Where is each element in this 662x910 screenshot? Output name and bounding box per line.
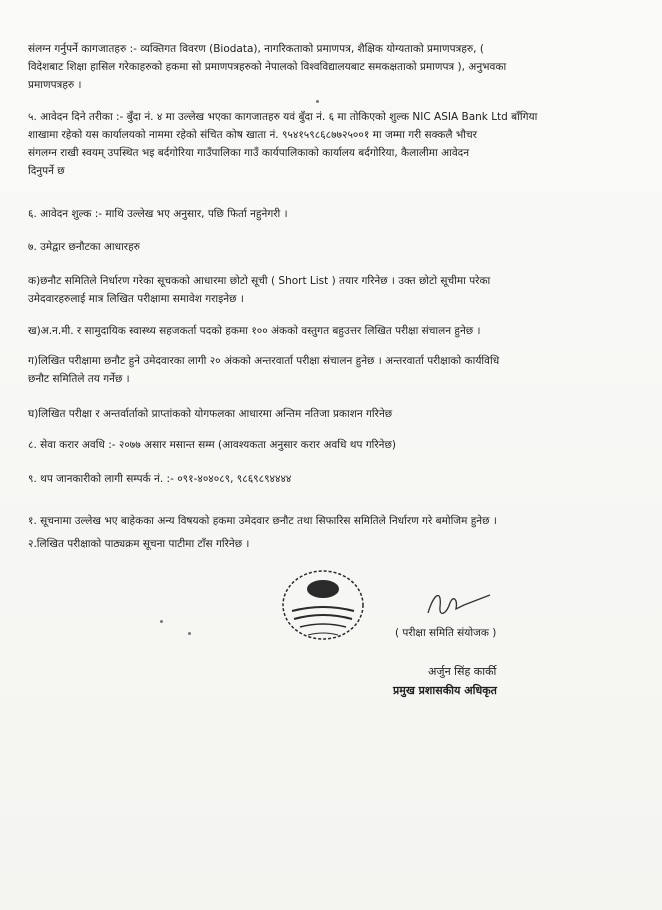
text-line: घ)लिखित परीक्षा र अन्तर्वार्ताको प्राप्तांकको योगफलका आधारमा अन्तिम नतिजा प्रकाशन गरिनेछ <box>28 408 393 420</box>
text-line: ७. उमेद्वार छनौटका आधारहरु <box>28 241 140 253</box>
text-line: संलग्न गर्नुपर्ने कागजातहरु :- व्यक्तिगत विवरण (Biodata), नागरिकताको प्रमाणपत्र, शैक्षिक योग्यताको प्रमाणपत्रहरु, ( <box>28 43 484 55</box>
application-fee-paragraph <box>28 205 598 223</box>
text-line: विदेशबाट शिक्षा हासिल गरेकाहरुको हकमा सो प्रमाणपत्रहरुको नेपालको विश्वविद्यालयबाट समकक्षताको प्रमाणपत्र ), अनुभवका <box>28 61 507 73</box>
text-line: ९. थप जानकारीको लागी सम्पर्क नं. :- ०९१-४०४०८९, ९८६९८९४४४४ <box>28 473 292 485</box>
committee-coordinator-label: ( परीक्षा समिति संयोजक ) <box>395 627 497 639</box>
text-line: क)छनौट समितिले निर्धारण गरेका सूचकको आधारमा छोटो सूची ( Short List ) तयार गरिनेछ । उक्त छोटो सूचीमा परेका <box>28 275 491 287</box>
text-line: ८. सेवा करार अवधि :- २०७७ असार मसान्त सम्म (आवश्यकता अनुसार करार अवधि थप गरिनेछ) <box>28 439 396 451</box>
criteria-a-paragraph <box>28 272 598 308</box>
criteria-b-paragraph <box>28 322 598 340</box>
signature-mark <box>420 585 510 625</box>
text-line: ख)अ.न.मी. र सामुदायिक स्वास्थ्य सहजकर्ता पदको हकमा १०० अंकको वस्तुगत बहुउत्तर लिखित परीक्षा संचालन हुनेछ । <box>28 325 481 337</box>
text-line: उमेदवारहरुलाई मात्र लिखित परीक्षामा समावेश गराइनेछ । <box>28 293 244 305</box>
text-line: ६. आवेदन शुल्क :- माथि उल्लेख भए अनुसार, पछि फिर्ता नहुनेगरी । <box>28 208 288 220</box>
paper-speck <box>316 100 319 103</box>
contact-paragraph <box>28 470 598 488</box>
criteria-d-paragraph <box>28 405 598 423</box>
officer-title: प्रमुख प्रशासकीय अधिकृत <box>393 684 497 697</box>
text-line: संगलग्न राखी स्वयम् उपस्थित भइ बर्दगोरिया गाउँपालिका गाउँ कार्यपालिकाको कार्यालय बर्दगोरिया, कैलालीमा आवेदन <box>28 147 470 159</box>
criteria-c-paragraph <box>28 352 598 388</box>
officer-name: अर्जुन सिंह कार्की <box>428 665 497 678</box>
paper-speck <box>160 620 163 623</box>
text-line: प्रमाणपत्रहरु । <box>28 79 82 91</box>
text-line: १. सूचनामा उल्लेख भए बाहेकका अन्य विषयको हकमा उमेदवार छनौट तथा सिफारिस समितिले निर्धारण गरे बमोजिम हुनेछ । <box>28 515 497 527</box>
syllabus-paragraph <box>28 535 598 553</box>
office-stamp <box>278 565 368 645</box>
text-line: शाखामा रहेको यस कार्यालयको नाममा रहेको संचित कोष खाता नं. ९५४१५९८६८७७२५००१ मा जम्मा गरी सक्कलै भौचर <box>28 129 477 141</box>
paper-speck <box>188 632 191 635</box>
text-line: ५. आवेदन दिने तरीका :- बुँदा नं. ४ मा उल्लेख भएका कागजातहरु यवं बुँदा नं. ६ मा तोकिएको शुल्क NIC ASIA Bank Ltd बाँगिया <box>28 111 538 123</box>
text-line: दिनुपर्ने छ <box>28 165 65 177</box>
required-documents-paragraph <box>28 40 598 94</box>
text-line: २.लिखित परीक्षाको पाठ्यक्रम सूचना पाटीमा टाँस गरिनेछ । <box>28 538 250 550</box>
application-method-paragraph <box>28 108 598 180</box>
text-line: छनौट समितिले तय गर्नेछ । <box>28 373 130 385</box>
text-line: ग)लिखित परीक्षामा छनौट हुने उमेदवारका लागी २० अंकको अन्तरवार्ता परीक्षा संचालन हुनेछ । अन्तरवार्ता परीक्षाको कार्यविधि <box>28 355 500 367</box>
other-matters-paragraph <box>28 512 598 530</box>
contract-period-paragraph <box>28 436 598 454</box>
selection-criteria-heading <box>28 238 598 256</box>
